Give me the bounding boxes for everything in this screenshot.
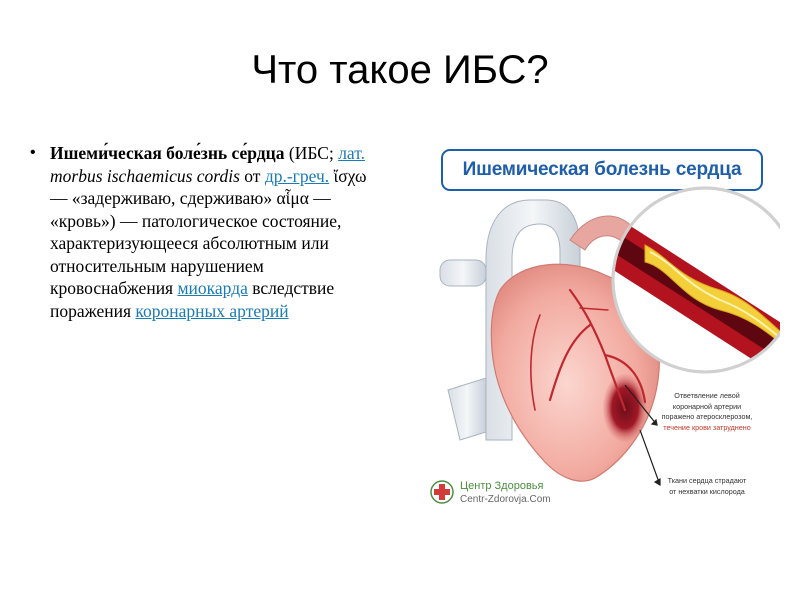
link-greek[interactable]: др.-греч. — [264, 165, 330, 186]
latin-term: morbus ischaemicus cordis — [50, 165, 240, 186]
slide-title: Что такое ИБС? — [251, 48, 549, 92]
illustration-banner-title: Ишемическая болезнь сердца — [462, 159, 742, 180]
text-segment: ἴσχω — «задерживаю, сдерживаю» αἷμα — «кровь») — патологическое состояние, характеризующееся абсолютным или относительным нарушением кровоснабжения — [50, 165, 367, 298]
callout-line: поражено атеросклерозом, — [661, 412, 753, 421]
term: Ишеми́ческая боле́знь се́рдца — [50, 143, 285, 163]
callout-line: течение крови затруднено — [663, 422, 751, 432]
heart-illustration — [420, 140, 780, 520]
definition-paragraph — [50, 142, 380, 322]
text-segment: вследствие поражения — [50, 278, 335, 321]
watermark-url: Centr-Zdorovja.Com — [460, 494, 551, 505]
callout-tissue — [652, 476, 762, 497]
callout-plaque — [652, 391, 762, 433]
definition-block — [30, 142, 380, 322]
text-segment: (ИБС; — [284, 143, 339, 163]
health-cross-icon — [431, 481, 453, 503]
link-coronary-arteries[interactable]: коронарных артерий — [135, 300, 289, 321]
link-latin[interactable]: лат. — [338, 143, 365, 163]
callout-line: Ответвление левой — [674, 391, 740, 400]
callout-line: Ткани сердца страдают — [667, 476, 747, 485]
link-myocardium[interactable]: миокарда — [177, 278, 248, 298]
bullet-icon: • — [30, 144, 36, 161]
callout-line: коронарной артерии — [672, 401, 742, 411]
watermark-name: Центр Здоровья — [460, 480, 544, 492]
callout-line: от нехватки кислорода — [669, 486, 745, 496]
text-segment: от — [239, 165, 265, 186]
